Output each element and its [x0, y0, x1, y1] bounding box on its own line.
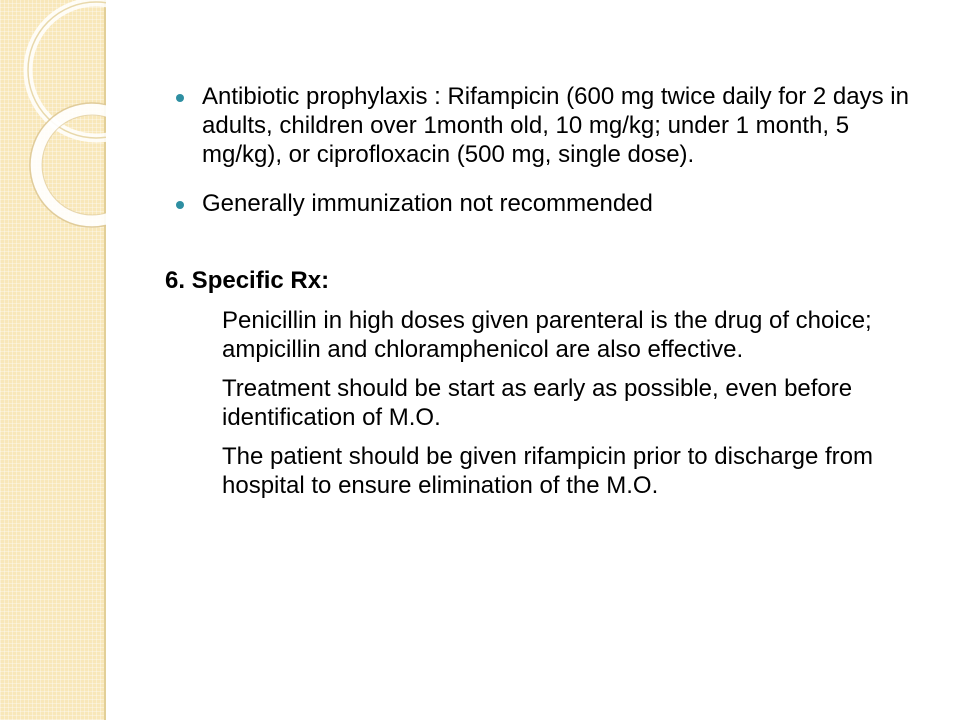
paragraph-rifampicin-discharge: The patient should be given rifampicin prior to discharge from hospital to ensure elimination of the M.O.	[222, 443, 873, 499]
bullet-antibiotic-prophylaxis	[160, 82, 920, 169]
decorative-circles-icon	[0, 0, 106, 260]
paragraph-penicillin: Penicillin in high doses given parenteral is the drug of choice; ampicillin and chloramphenicol are also effective.	[222, 307, 872, 363]
bullet-text: Generally immunization not recommended	[202, 190, 653, 217]
bullet-immunization	[160, 189, 920, 218]
paragraph-treatment-timing: Treatment should be start as early as possible, even before identification of M.O.	[222, 375, 853, 431]
decorative-side-panel	[0, 0, 106, 720]
section-heading: 6. Specific Rx:	[165, 267, 330, 294]
slide-content	[160, 82, 920, 510]
bullet-dot-icon	[176, 201, 184, 209]
bullet-text: Antibiotic prophylaxis : Rifampicin (600 mg twice daily for 2 days in adults, children over 1month old, 10 mg/kg; under 1 month, 5 mg/kg), or ciprofloxacin (500 mg, single dose).	[202, 83, 909, 168]
bullet-dot-icon	[176, 94, 184, 102]
